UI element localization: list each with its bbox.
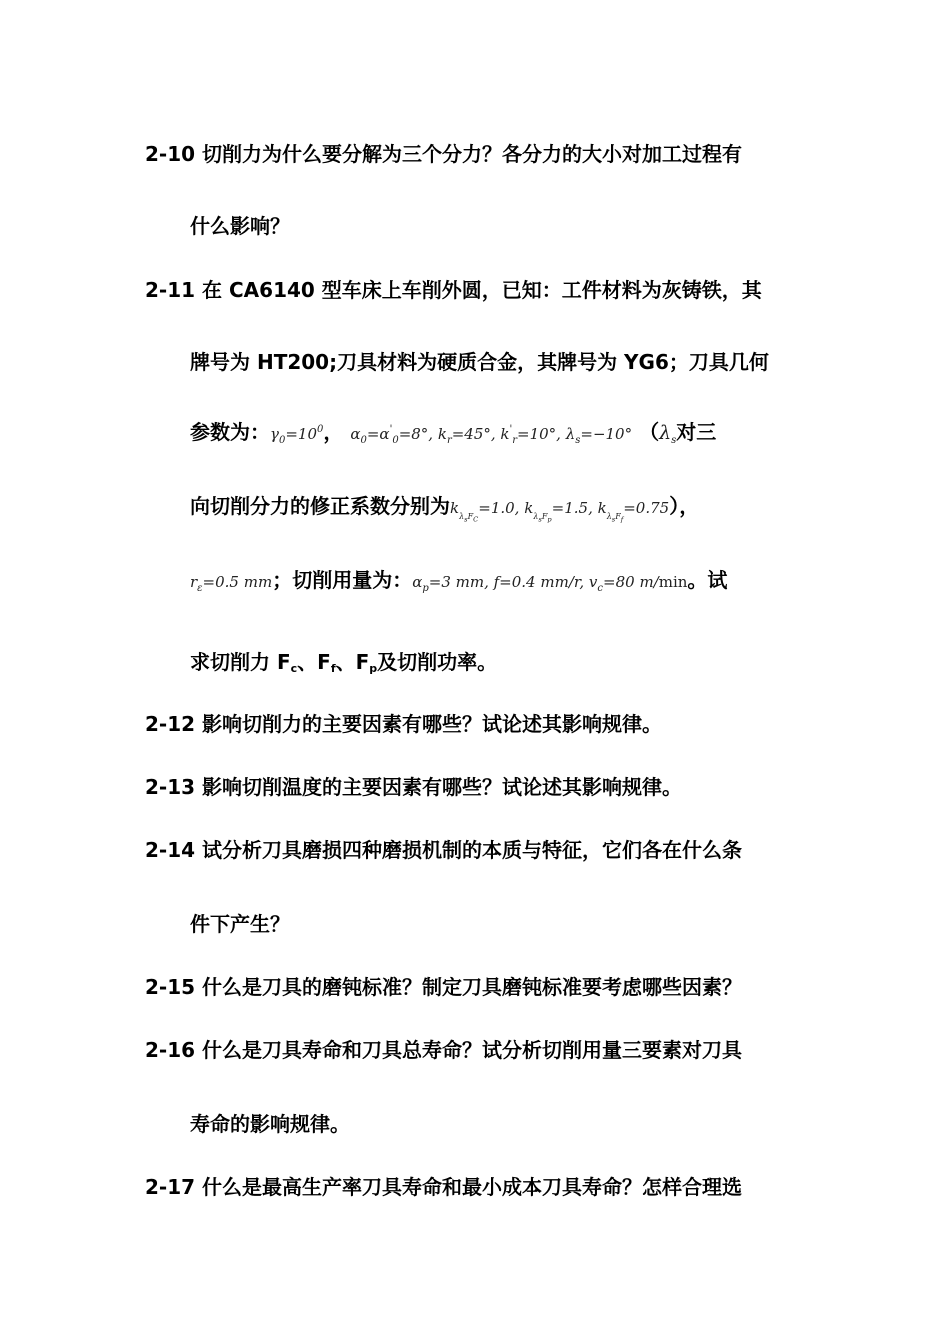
- formula-nose-radius: $r_\varepsilon=0.5$ mm: [190, 573, 273, 594]
- problem-text: 在 CA6140 型车床上车削外圆，已知：工件材料为灰铸铁，其: [202, 278, 762, 302]
- problem-2-11-line5: [190, 568, 727, 601]
- coef-lead: 向切削分力的修正系数分别为: [190, 494, 450, 518]
- formula-angles: $\alpha_0=\alpha'_0=8^\circ$, $k_r=45^\circ$, $k'_r=10^\circ$, $\lambda_s=-10^\circ$: [350, 424, 633, 446]
- problem-number: 2-15: [145, 975, 196, 999]
- problem-2-10-line1: [145, 142, 742, 166]
- problem-text: 影响切削力的主要因素有哪些？试论述其影响规律。: [202, 712, 663, 736]
- problem-text: 什么是刀具寿命和刀具总寿命？试分析切削用量三要素对刀具: [202, 1038, 743, 1062]
- problem-2-11-line6: [190, 650, 497, 681]
- problem-2-10-line2: 什么影响？: [190, 214, 290, 238]
- problem-2-13-line1: [145, 775, 682, 799]
- text-segment: 、F: [297, 650, 331, 674]
- problem-text: 影响切削温度的主要因素有哪些？试论述其影响规律。: [202, 775, 683, 799]
- problem-number: 2-17: [145, 1175, 196, 1199]
- text-segment: 求切削力 F: [190, 650, 291, 674]
- problem-number: 2-10: [145, 142, 196, 166]
- paren-open: （: [639, 420, 660, 444]
- comma: ，: [323, 420, 344, 444]
- text-segment: 、F: [335, 650, 370, 674]
- formula-rake-angle: $\gamma_0=10^0$: [270, 424, 324, 446]
- problem-number: 2-13: [145, 775, 196, 799]
- problem-number: 2-11: [145, 278, 196, 302]
- cutting-lead: ；切削用量为：: [272, 568, 413, 592]
- problem-2-11-line1: [145, 278, 762, 302]
- problem-2-16-line2: 寿命的影响规律。: [190, 1112, 350, 1136]
- formula-lambda: $\lambda_s$: [659, 422, 677, 446]
- problem-2-16-line1: [145, 1038, 742, 1062]
- problem-text: 切削力为什么要分解为三个分力？各分力的大小对加工过程有: [202, 142, 743, 166]
- problem-2-11-line3: [190, 418, 716, 453]
- problem-2-11-line2: 牌号为 HT200;刀具材料为硬质合金，其牌号为 YG6；刀具几何: [190, 350, 769, 374]
- problem-text: 什么是最高生产率刀具寿命和最小成本刀具寿命？怎样合理选: [202, 1175, 743, 1199]
- problem-number: 2-14: [145, 838, 196, 862]
- problem-2-14-line1: [145, 838, 742, 862]
- coef-tail: ），: [669, 494, 700, 518]
- problem-2-11-line4: [190, 494, 699, 532]
- problem-2-17-line1: [145, 1175, 742, 1199]
- sub-f: f: [330, 662, 336, 675]
- formula-coefficients: $k_{\lambda_sF_C}=1.0$, $k_{\lambda_sF_p}=1.5$, $k_{\lambda_sF_f}=0.75$: [450, 499, 670, 524]
- problem-2-15-line1: [145, 975, 742, 999]
- problem-text: 什么是刀具的磨钝标准？制定刀具磨钝标准要考虑哪些因素？: [202, 975, 743, 999]
- problem-number: 2-16: [145, 1038, 196, 1062]
- formula-cutting-params: $\alpha_p=3$ mm, f=0.4 mm/r, $v_c=80$ m/min: [412, 573, 688, 594]
- problem-number: 2-12: [145, 712, 196, 736]
- sub-c: c: [290, 662, 298, 675]
- cutting-tail: 。试: [687, 568, 728, 592]
- text-segment: 及切削功率。: [377, 650, 498, 674]
- problem-2-12-line1: [145, 712, 662, 736]
- sub-p: p: [369, 662, 378, 675]
- params-lead: 参数为：: [190, 420, 270, 444]
- params-tail: 对三: [676, 420, 717, 444]
- problem-text: 试分析刀具磨损四种磨损机制的本质与特征，它们各在什么条: [202, 838, 743, 862]
- problem-2-14-line2: 件下产生？: [190, 912, 290, 936]
